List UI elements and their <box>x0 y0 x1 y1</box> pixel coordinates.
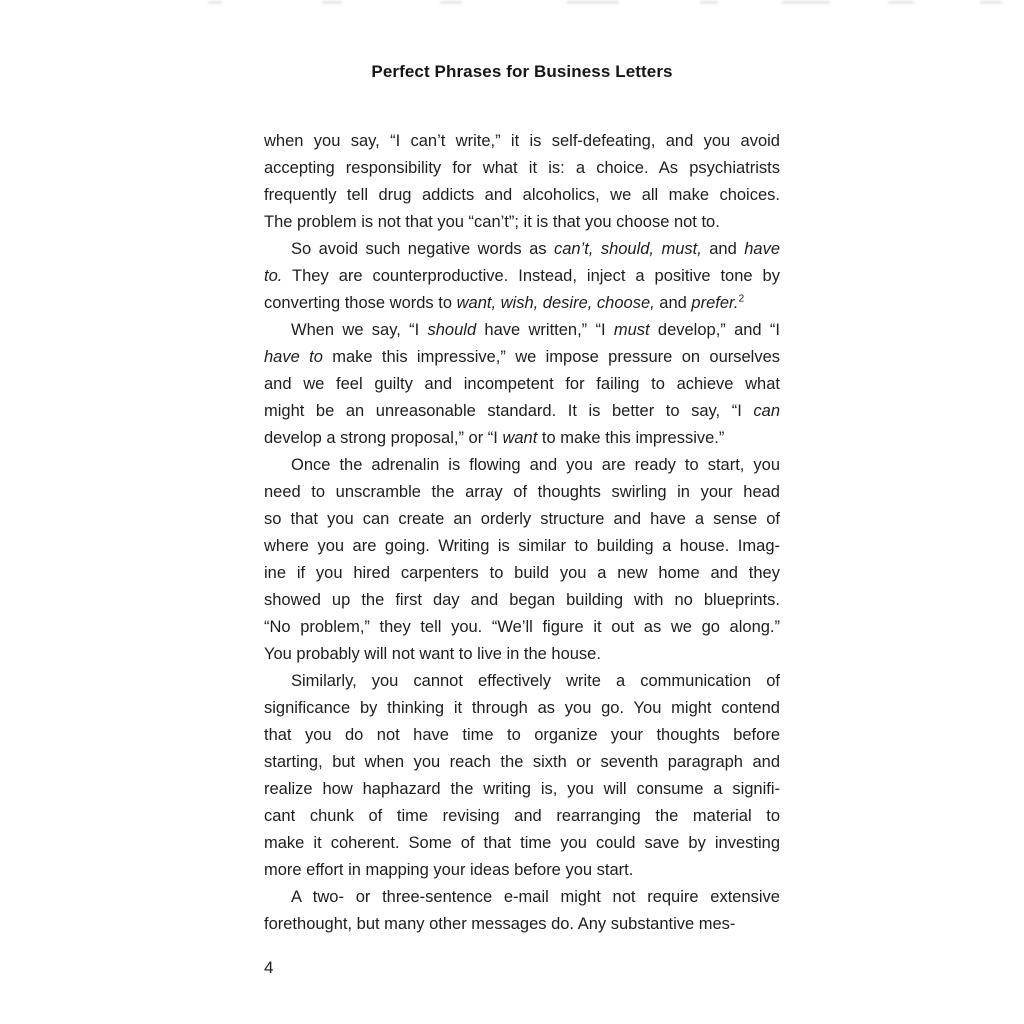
text-line: when you say, “I can’t write,” it is self-defeating, and you avoid <box>264 132 780 150</box>
text-line: converting those words to want, wish, desire, choose, and prefer.$^2$ <box>264 293 745 312</box>
text-line: accepting responsibility for what it is: a choice. As psychiatrists <box>264 159 780 177</box>
text-line: Similarly, you cannot effectively write a communication of <box>291 672 780 690</box>
text-line: ine if you hired carpenters to build you a new home and they <box>264 564 780 582</box>
text-line: The problem is not that you “can’t”; it is that you choose not to. <box>264 213 720 231</box>
text-line: might be an unreasonable standard. It is better to say, “I can <box>264 402 780 420</box>
text-line: A two- or three-sentence e-mail might not require extensive <box>291 888 780 906</box>
scan-artifact <box>208 1 222 4</box>
text-line: need to unscramble the array of thoughts swirling in your head <box>264 483 780 501</box>
text-line: Once the adrenalin is flowing and you are ready to start, you <box>291 456 780 474</box>
paragraph <box>264 668 780 884</box>
scan-artifact <box>980 1 1002 4</box>
text-line: where you are going. Writing is similar to building a house. Imag- <box>264 537 780 555</box>
running-head: Perfect Phrases for Business Letters <box>371 62 673 81</box>
text-line: cant chunk of time revising and rearranging the material to <box>264 807 780 825</box>
text-line: have to make this impressive,” we impose pressure on ourselves <box>264 348 780 366</box>
scan-artifact <box>322 1 342 4</box>
text-line: to. They are counterproductive. Instead, inject a positive tone by <box>264 267 780 285</box>
text-line: so that you can create an orderly structure and have a sense of <box>264 510 780 528</box>
text-line: develop a strong proposal,” or “I want to make this impressive.” <box>264 429 725 447</box>
body-text <box>264 128 780 938</box>
text-line: frequently tell drug addicts and alcoholics, we all make choices. <box>264 186 780 204</box>
text-line: “No problem,” they tell you. “We’ll figure it out as we go along.” <box>264 618 780 636</box>
paragraph <box>264 128 780 236</box>
text-line: and we feel guilty and incompetent for failing to achieve what <box>264 375 780 393</box>
scan-artifacts <box>0 0 1024 10</box>
text-line: more effort in mapping your ideas before you start. <box>264 861 634 879</box>
text-line: make it coherent. Some of that time you could save by investing <box>264 834 780 852</box>
text-line: significance by thinking it through as you go. You might contend <box>264 699 780 717</box>
scan-artifact <box>700 1 718 4</box>
text-line: realize how haphazard the writing is, you will consume a signifi- <box>264 780 780 798</box>
text-line: So avoid such negative words as can’t, should, must, and have <box>291 240 780 258</box>
text-line: forethought, but many other messages do. Any substantive mes- <box>264 915 736 933</box>
text-line: showed up the first day and began building with no blueprints. <box>264 591 780 609</box>
text-line: When we say, “I should have written,” “I must develop,” and “I <box>291 321 780 339</box>
text-line: You probably will not want to live in the house. <box>264 645 601 663</box>
page-number: 4 <box>264 958 274 977</box>
scan-artifact <box>567 1 619 4</box>
paragraph <box>264 317 780 452</box>
paragraph <box>264 452 780 668</box>
scan-artifact <box>888 1 914 4</box>
scan-artifact <box>782 1 830 4</box>
paragraph <box>264 236 780 317</box>
text-line: starting, but when you reach the sixth or seventh paragraph and <box>264 753 780 771</box>
paragraph <box>264 884 780 938</box>
text-line: that you do not have time to organize your thoughts before <box>264 726 780 744</box>
scan-artifact <box>440 1 462 4</box>
